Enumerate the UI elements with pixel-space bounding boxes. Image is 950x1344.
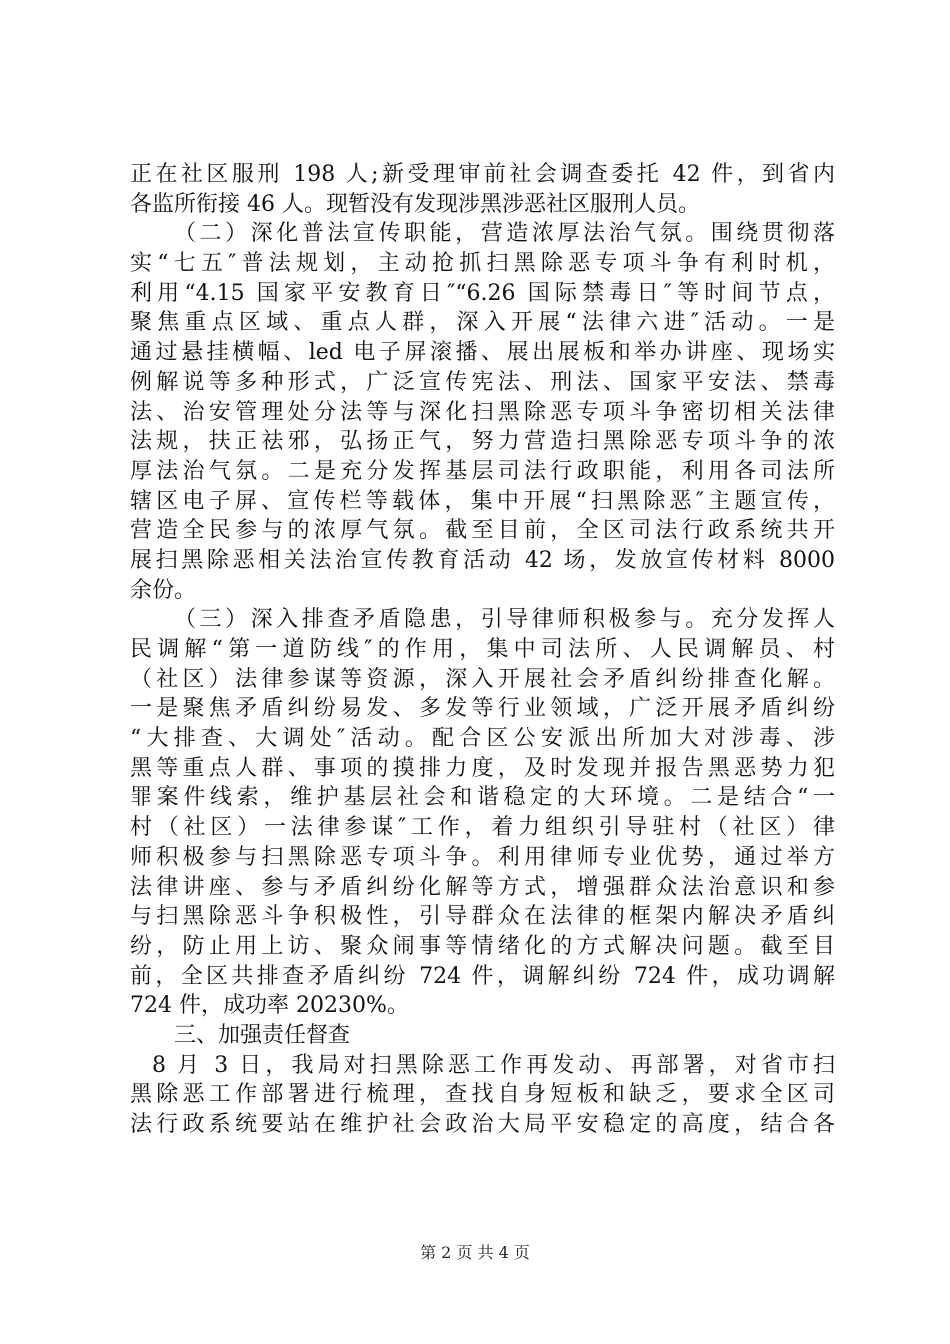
text-line: 通过悬挂横幅、led 电子屏滚播、展出展板和举办讲座、现场实 <box>130 340 835 366</box>
text-line: 聚焦重点区域、重点人群，深入开展“法律六进″活动。一是 <box>130 310 835 336</box>
text-line: （三）深入排查矛盾隐患，引导律师积极参与。充分发挥人 <box>174 607 835 633</box>
text-line: 纷，防止用上访、聚众闹事等情绪化的方式解决问题。截至目 <box>130 933 835 959</box>
text-line: 利用“4.15 国家平安教育日″“6.26 国际禁毒日″等时间节点， <box>130 280 835 306</box>
text-line: 营造全民参与的浓厚气氛。截至目前，全区司法行政系统共开 <box>130 518 835 544</box>
text-line: 正在社区服刑 198 人;新受理审前社会调查委托 42 件，到省内 <box>130 162 835 187</box>
text-line: “大排查、大调处″活动。配合区公安派出所加大对涉毒、涉 <box>130 726 835 752</box>
text-line: （社区）法律参谋等资源，深入开展社会矛盾纠纷排查化解。 <box>130 666 835 692</box>
text-line: 法规，扶正祛邪，弘扬正气，努力营造扫黑除恶专项斗争的浓 <box>130 429 835 455</box>
text-line: 例解说等多种形式，广泛宣传宪法、刑法、国家平安法、禁毒 <box>130 369 835 395</box>
text-line: 黑除恶工作部署进行梳理，查找自身短板和缺乏，要求全区司 <box>130 1082 835 1108</box>
text-line: 各监所衔接 46 人。现暂没有发现涉黑涉恶社区服刑人员。 <box>130 191 700 217</box>
text-line: 厚法治气氛。二是充分发挥基层司法行政职能，利用各司法所 <box>130 458 835 484</box>
text-line: 师积极参与扫黑除恶专项斗争。利用律师专业优势，通过举方 <box>130 844 835 870</box>
page-footer: 第 2 页 共 4 页 <box>420 1243 530 1262</box>
text-line: 前，全区共排查矛盾纠纷 724 件，调解纠纷 724 件，成功调解 <box>130 963 835 989</box>
text-line: 三、加强责任督查 <box>174 1022 351 1048</box>
document-body <box>130 160 835 1140</box>
text-line: 一是聚焦矛盾纠纷易发、多发等行业领域，广泛开展矛盾纠纷 <box>130 696 835 722</box>
text-line: 法行政系统要站在维护社会政治大局平安稳定的高度，结合各 <box>130 1112 835 1137</box>
text-line: （二）深化普法宣传职能，营造浓厚法治气氛。围绕贯彻落 <box>174 221 835 247</box>
text-line: 展扫黑除恶相关法治宣传教育活动 42 场，发放宣传材料 8000 <box>130 547 835 573</box>
text-line: 罪案件线索，维护基层社会和谐稳定的大环境。二是结合“一 <box>130 785 835 811</box>
text-line: 与扫黑除恶斗争积极性，引导群众在法律的框架内解决矛盾纠 <box>130 904 835 930</box>
text-line: 实“七五″普法规划，主动抢抓扫黑除恶专项斗争有利时机， <box>130 251 835 277</box>
text-line: 8 月 3 日，我局对扫黑除恶工作再发动、再部署，对省市扫 <box>152 1052 835 1078</box>
text-line: 余份。 <box>130 577 197 603</box>
text-line: 辖区电子屏、宣传栏等载体，集中开展“扫黑除恶″主题宣传， <box>130 488 835 514</box>
text-line: 法律讲座、参与矛盾纠纷化解等方式，增强群众法治意识和参 <box>130 874 835 900</box>
text-line: 724 件，成功率 20230%。 <box>130 993 409 1019</box>
text-line: 村（社区）一法律参谋″工作，着力组织引导驻村（社区）律 <box>130 815 835 841</box>
text-line: 法、治安管理处分法等与深化扫黑除恶专项斗争密切相关法律 <box>130 399 835 425</box>
text-line: 民调解“第一道防线″的作用，集中司法所、人民调解员、村 <box>130 637 835 662</box>
text-line: 黑等重点人群、事项的摸排力度，及时发现并报告黑恶势力犯 <box>130 755 835 781</box>
